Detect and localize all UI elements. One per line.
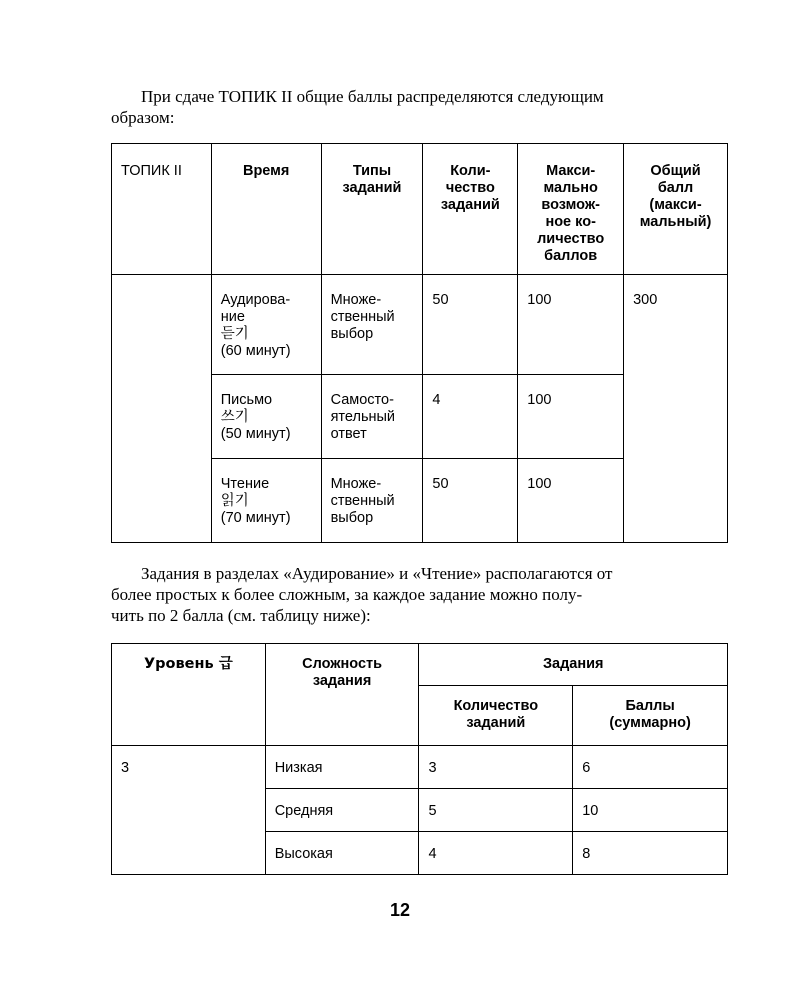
intro-paragraph xyxy=(111,86,728,128)
max-cell: 100 xyxy=(518,459,624,543)
max-cell: 100 xyxy=(518,375,624,459)
count-cell: 4 xyxy=(419,832,573,875)
max-cell: 100 xyxy=(518,275,624,375)
points-cell: 10 xyxy=(573,789,728,832)
total-cell: 300 xyxy=(624,275,728,543)
page-number: 12 xyxy=(389,900,411,920)
difficulty-cell: Высокая xyxy=(265,832,419,875)
count-cell: 4 xyxy=(423,375,518,459)
type-cell: Самосто- ятельный ответ xyxy=(321,375,423,459)
header-count: Количество заданий xyxy=(419,686,573,746)
header-task-types: Типы заданий xyxy=(321,144,423,275)
tasks-line-2: более простых к более сложным, за каждое задание можно полу- xyxy=(111,585,583,604)
level-cell: 3 xyxy=(112,746,266,875)
count-cell: 50 xyxy=(423,459,518,543)
header-total-score: Общий балл (макси- мальный) xyxy=(624,144,728,275)
time-cell: Аудирова- ние 듣기 (60 минут) xyxy=(211,275,321,375)
points-cell: 8 xyxy=(573,832,728,875)
type-cell: Множе- ственный выбор xyxy=(321,275,423,375)
topik-blank-cell xyxy=(112,275,212,543)
header-max-points: Макси- мально возмож- ное ко- личество баллов xyxy=(518,144,624,275)
tasks-paragraph xyxy=(111,563,728,626)
time-cell: Письмо 쓰기 (50 минут) xyxy=(211,375,321,459)
tasks-line-3: чить по 2 балла (см. таблицу ниже): xyxy=(111,606,371,625)
type-cell: Множе- ственный выбор xyxy=(321,459,423,543)
table1-header-row xyxy=(112,144,728,275)
table2-header-row-1 xyxy=(112,644,728,686)
difficulty-cell: Низкая xyxy=(265,746,419,789)
table-row-listening xyxy=(112,275,728,375)
header-task-count: Коли- чество заданий xyxy=(423,144,518,275)
topik-score-table xyxy=(111,143,728,543)
tasks-line-1: Задания в разделах «Аудирование» и «Чтение» располагаются от xyxy=(141,564,613,583)
header-time: Время xyxy=(211,144,321,275)
header-level: Уровень 급 xyxy=(112,644,266,746)
header-topik: ТОПИК II xyxy=(112,144,212,275)
table-row xyxy=(112,746,728,789)
difficulty-cell: Средняя xyxy=(265,789,419,832)
time-cell: Чтение 읽기 (70 минут) xyxy=(211,459,321,543)
header-difficulty: Сложность задания xyxy=(265,644,419,746)
count-cell: 3 xyxy=(419,746,573,789)
difficulty-table xyxy=(111,643,728,875)
count-cell: 50 xyxy=(423,275,518,375)
header-points: Баллы (суммарно) xyxy=(573,686,728,746)
points-cell: 6 xyxy=(573,746,728,789)
intro-line-2: образом: xyxy=(111,108,175,127)
header-tasks: Задания xyxy=(419,644,728,686)
count-cell: 5 xyxy=(419,789,573,832)
intro-line-1: При сдаче ТОПИК II общие баллы распределяются следующим xyxy=(141,87,604,106)
